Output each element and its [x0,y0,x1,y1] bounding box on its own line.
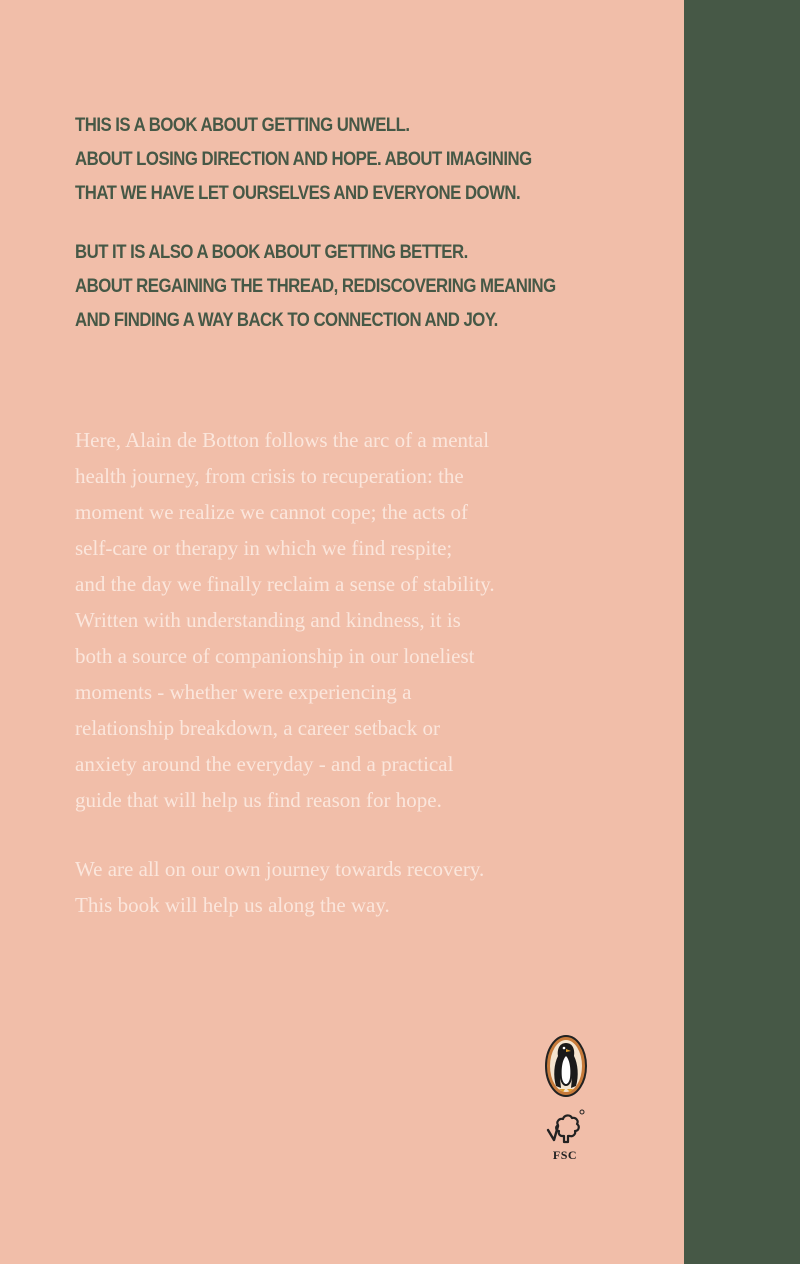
blurb-line: THIS IS A BOOK ABOUT GETTING UNWELL. [75,114,410,136]
fsc-tree-icon [542,1106,586,1146]
description-line: self-care or therapy in which we find respite; [75,536,453,560]
description-line: Here, Alain de Botton follows the arc of a mental [75,428,490,452]
blurb-line: THAT WE HAVE LET OURSELVES AND EVERYONE DOWN. [75,182,521,204]
description-line: moments - whether were experiencing a [75,680,412,704]
penguin-logo-icon [544,1034,588,1098]
blurb-paragraph-2 [75,235,635,337]
fsc-logo [540,1106,590,1163]
blurb-line: ABOUT LOSING DIRECTION AND HOPE. ABOUT IMAGINING [75,148,532,170]
description-line: relationship breakdown, a career setback or [75,716,440,740]
description-line: moment we realize we cannot cope; the acts of [75,500,468,524]
description-line: anxiety around the everyday - and a practical [75,752,454,776]
description-line: Written with understanding and kindness, it is [75,608,461,632]
description-line: guide that will help us find reason for hope. [75,788,442,812]
logo-group [540,1034,600,1163]
description-line: health journey, from crisis to recuperation: the [75,464,464,488]
description-line: and the day we finally reclaim a sense of stability. [75,572,495,596]
description-paragraph-2 [75,851,635,923]
blurb-line: ABOUT REGAINING THE THREAD, REDISCOVERING MEANING [75,275,556,297]
fsc-label: FSC [552,1148,578,1162]
description-paragraph-1 [75,422,635,818]
spine-band [684,0,800,1264]
blurb-line: BUT IT IS ALSO A BOOK ABOUT GETTING BETTER. [75,241,468,263]
blurb-line: AND FINDING A WAY BACK TO CONNECTION AND JOY. [75,309,498,331]
blurb-paragraph-1 [75,108,635,210]
description-line: We are all on our own journey towards recovery. [75,857,485,881]
description-line: This book will help us along the way. [75,893,390,917]
description-line: both a source of companionship in our loneliest [75,644,475,668]
